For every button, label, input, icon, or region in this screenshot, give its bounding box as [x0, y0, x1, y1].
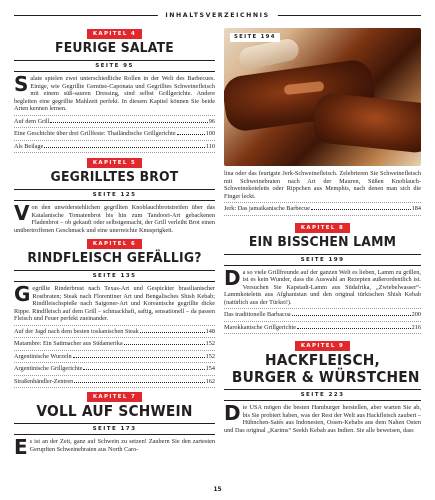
entry-page: 148	[205, 327, 215, 335]
entry-title: Jerk: Das jamaikanische Barbecue	[224, 205, 310, 212]
kapitel-badge: KAPITEL 6	[87, 239, 142, 249]
toc-entry[interactable]	[14, 351, 215, 364]
intro-text: alate spielen zwei unterschiedliche Rollen in der Welt des Barbecues. Einige, wie Gegrillte Gemüse-Caponata und Gegrilltes Schweinefleisch mit einem süß-sauren Dressing, sind selbst Grillgerichte. Andere begleiten eine gegrillte Mahlzeit perfekt. In diesem Kapitel können Sie beide Arten kennen lernen.	[14, 75, 215, 112]
chapter-4	[14, 28, 215, 153]
entry-title: Das traditionelle Barbacoa	[224, 311, 291, 318]
intro-text: ie USA mögen die besten Hamburger herstellen, aber warten Sie ab, bis Sie probiert haben, was der Rest der Welt aus Hackfleisch zaubert – Hühnchen-Satés aus Indonesien, Ossen-Kebabs aus dem Nahen Osten und Das original „Karims“ Seekh Kebab aus Indien. Sie alle beweisen, dass	[224, 404, 421, 434]
kapitel-badge: KAPITEL 4	[87, 29, 142, 39]
entry-page: 216	[411, 323, 421, 331]
entry-title: Auf der Jagd nach dem besten toskanischen Steak	[14, 327, 139, 335]
page-reference: SEITE 223	[224, 389, 421, 401]
left-column	[14, 28, 215, 459]
right-column	[224, 28, 421, 434]
drop-cap: D	[224, 401, 241, 425]
entry-page: 152	[205, 340, 215, 347]
toc-entry[interactable]	[14, 325, 215, 339]
kapitel-badge: KAPITEL 9	[295, 341, 350, 351]
page-number: 15	[213, 486, 222, 493]
page-reference: SEITE 95	[14, 60, 215, 72]
entry-title: Auf dem Grill	[14, 117, 50, 125]
kapitel-badge: KAPITEL 8	[295, 223, 350, 233]
entry-title: Argentinische Wurzeln	[14, 352, 72, 360]
toc-entries	[224, 308, 421, 334]
chapter-intro	[224, 401, 421, 434]
entry-title: Argentinische Grillgerichte	[14, 365, 83, 372]
ribs-photo	[224, 28, 421, 166]
page-reference: SEITE 173	[14, 423, 215, 435]
chapter-title: EIN BISSCHEN LAMM	[248, 233, 397, 250]
toc-entries	[224, 202, 421, 216]
chapter-7-continued: lina oder das feurigste Jerk-Schweinefleisch. Zelebrieren Sie Schweinefleisch mit Schweinebraten nach Art der Mauren, Süßen Knoblauch-Schweinekoteletts oder Rippchen aus Memphis, nach denen man sich die Finger leckt.	[224, 170, 421, 200]
kapitel-badge: KAPITEL 7	[87, 392, 142, 402]
toc-entry[interactable]	[224, 322, 421, 335]
chapter-9	[224, 340, 421, 434]
chapter-title: RINDFLEISCH GEFÄLLIG?	[27, 250, 202, 266]
kapitel-badge: KAPITEL 5	[87, 158, 142, 168]
chapter-title: GEGRILLTES BROT	[50, 169, 179, 185]
drop-cap: E	[14, 435, 28, 459]
chapter-title-line-1: HACKFLEISCH,	[265, 351, 380, 369]
intro-text: on den unwiderstehlichen gegrillten Knoblauchbrotstreifen über das Katalanische Tomatenbrot bis hin zum Tandoori-Art gebackenen Fladenbrot – ob gekauft oder selbstgemacht, der Grill verleiht Brot einen unübertroffenen Geschmack und eine unerreichte Knusprigkeit.	[14, 204, 215, 234]
chapter-6	[14, 238, 215, 388]
entry-page: 110	[205, 142, 215, 150]
toc-entry[interactable]	[14, 128, 215, 141]
chapter-7	[14, 391, 215, 459]
entry-page: 100	[205, 130, 215, 137]
chapter-5	[14, 157, 215, 234]
chapter-intro	[14, 435, 215, 459]
entry-page: 162	[205, 377, 215, 385]
intro-text: s ist an der Zeit, ganz auf Schwein zu setzen! Zaubern Sie den zartesten Gerupften Schweinebraten aus North Caro-	[29, 438, 215, 453]
drop-cap: S	[14, 72, 29, 96]
photo-page-label: SEITE 194	[230, 33, 280, 42]
entry-page: 184	[411, 205, 421, 212]
page-header	[14, 10, 421, 22]
chapter-intro	[14, 72, 215, 113]
photo-shape	[312, 92, 421, 154]
page-reference: SEITE 135	[14, 270, 215, 282]
entry-title: Straßenhändler-Zentren	[14, 377, 74, 385]
entry-page: 152	[205, 352, 215, 360]
toc-entry[interactable]	[14, 115, 215, 129]
photo-shape	[237, 37, 300, 71]
entry-title: Als Beilage	[14, 142, 44, 150]
entry-title: Eine Geschichte über drei Grillfeste: Thailändische Grillgerichte	[14, 130, 176, 137]
toc-entry[interactable]	[224, 202, 421, 216]
toc-entry[interactable]	[14, 338, 215, 351]
toc-entry[interactable]	[14, 141, 215, 154]
chapter-title: VOLL AUF SCHWEIN	[36, 402, 193, 420]
entry-title: Marokkanische Grillgerichte	[224, 323, 297, 331]
chapter-intro	[14, 282, 215, 323]
toc-entries	[14, 325, 215, 389]
page-reference: SEITE 125	[14, 189, 215, 201]
intro-text: a so viele Grillfreunde auf der ganzen Welt es lieben, Lamm zu grillen, ist es kein Wunder, dass die Auswahl an Rezepten außerordentlich ist. Versuchen Sie Kapstadt-Lamm aus Südafrika, „Zwiebelwasser“-Lammkoteletts aus Afghanistan und den original türkischen Shish Kebab (natürlich aus der Türkei!).	[224, 268, 421, 306]
entry-page: 96	[208, 117, 215, 125]
chapter-title-line-2: BURGER & WÜRSTCHEN	[231, 368, 420, 386]
drop-cap: D	[224, 265, 241, 290]
intro-text: egrillte Rinderbrust nach Texas-Art und Gespickter brasilianischer Rostbraten; Steak nach Florentiner Art und Bengalisches Shish Kebab; Rindfleischspieße nach Saigoner-Art und Koreanische gegrillte dicke Rippe. Rindfleisch auf dem Grill – schmackhaft, saftig, sensationell – da passen Fleisch und Feuer perfekt zueinander.	[14, 285, 215, 322]
entry-page: 200	[411, 311, 421, 318]
page-reference: SEITE 199	[224, 254, 421, 266]
chapter-title: FEURIGE SALATE	[55, 40, 174, 56]
toc-entry[interactable]	[14, 363, 215, 376]
chapter-8	[224, 222, 421, 335]
toc-entry[interactable]	[14, 376, 215, 389]
entry-title: Matambre: Ein Sattmacher aus Südamerika	[14, 340, 123, 347]
chapter-intro	[224, 265, 421, 307]
entry-page: 154	[205, 365, 215, 372]
header-label: INHALTSVERZEICHNIS	[157, 10, 277, 22]
toc-entry[interactable]	[224, 308, 421, 322]
drop-cap: V	[14, 201, 30, 225]
chapter-intro	[14, 201, 215, 234]
toc-entries	[14, 115, 215, 154]
drop-cap: G	[14, 282, 31, 306]
